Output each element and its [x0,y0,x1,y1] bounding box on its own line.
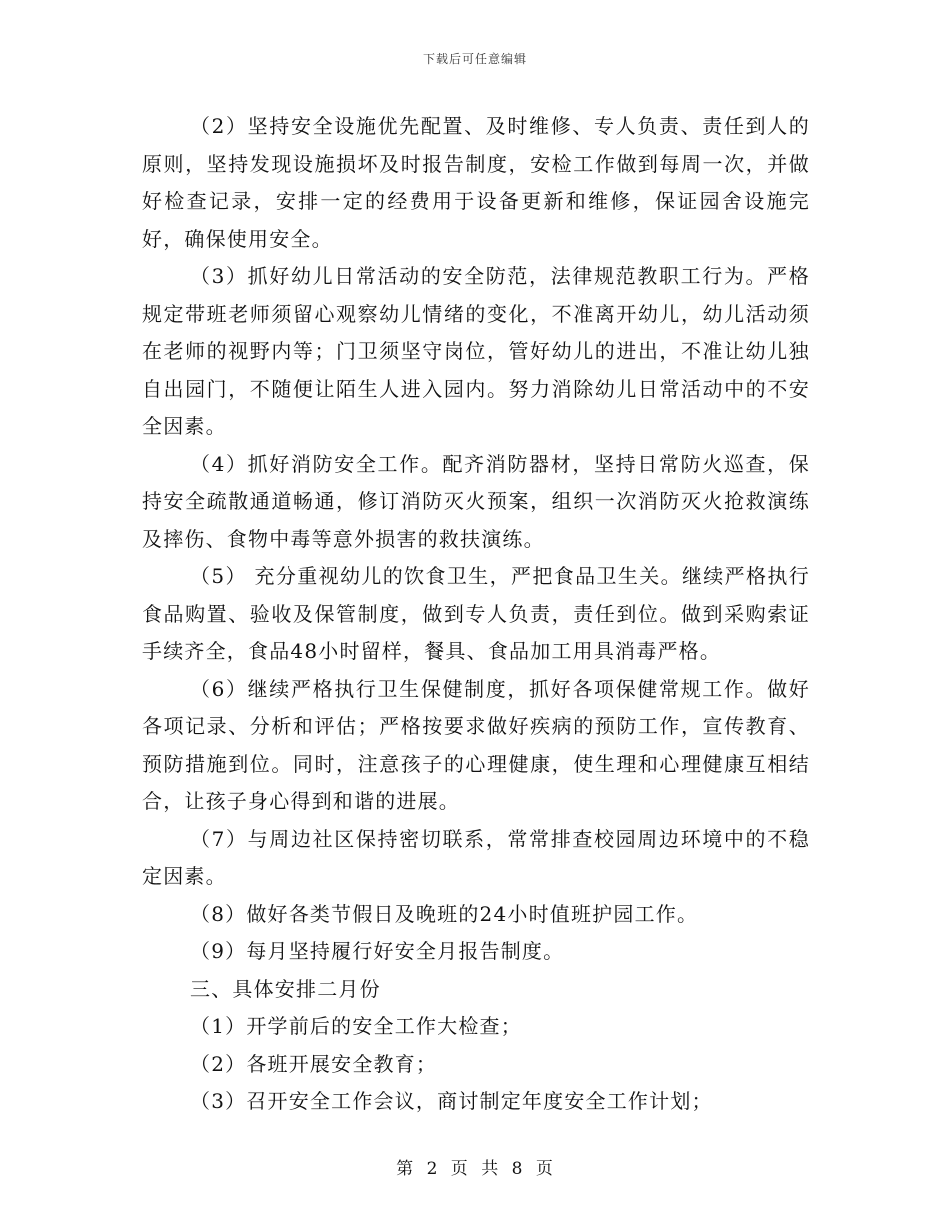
section-heading: 三、具体安排二月份 [190,976,381,1001]
document-body [142,108,810,1121]
list-item: （3）召开安全工作会议，商讨制定年度安全工作计划； [190,1089,713,1113]
paragraph: （9）每月坚持履行好安全月报告制度。 [190,939,565,963]
page-number: 第 2 页 共 8 页 [396,1159,554,1179]
paragraph: （2）坚持安全设施优先配置、及时维修、专人负责、责任到人的原则，坚持发现设施损坏及时报告制度，安检工作做到每周一次，并做好检查记录，安排一定的经费用于设备更新和维修，保证园舍设施完好，确保使用安全。 [142,114,810,251]
paragraph: （7）与周边社区保持密切联系，常常排查校园周边环境中的不稳定因素。 [142,826,810,888]
list-item: （1）开学前后的安全工作大检查； [190,1014,522,1038]
page-header: 下载后可任意编辑 [422,52,527,66]
paragraph: （4）抓好消防安全工作。配齐消防器材，坚持日常防火巡查，保持安全疏散通道畅通，修订消防灭火预案，组织一次消防灭火抢救演练及摔伤、食物中毒等意外损害的救扶演练。 [142,451,810,551]
paragraph: （3）抓好幼儿日常活动的安全防范，法律规范教职工行为。严格规定带班老师须留心观察幼儿情绪的变化，不准离开幼儿，幼儿活动须在老师的视野内等；门卫须坚守岗位，管好幼儿的进出，不准让幼儿独自出园门，不随便让陌生人进入园内。努力消除幼儿日常活动中的不安全因素。 [142,264,810,438]
paragraph: （6）继续严格执行卫生保健制度，抓好各项保健常规工作。做好各项记录、分析和评估；严格按要求做好疾病的预防工作，宣传教育、预防措施到位。同时，注意孩子的心理健康，使生理和心理健康互相结合，让孩子身心得到和谐的进展。 [142,676,810,813]
list-item: （2）各班开展安全教育； [190,1051,438,1076]
paragraph: （5） 充分重视幼儿的饮食卫生，严把食品卫生关。继续严格执行食品购置、验收及保管制度，做到专人负责，责任到位。做到采购索证手续齐全，食品48小时留样，餐具、食品加工用具消毒严格。 [142,564,810,663]
paragraph: （8）做好各类节假日及晚班的24小时值班护园工作。 [190,901,699,926]
